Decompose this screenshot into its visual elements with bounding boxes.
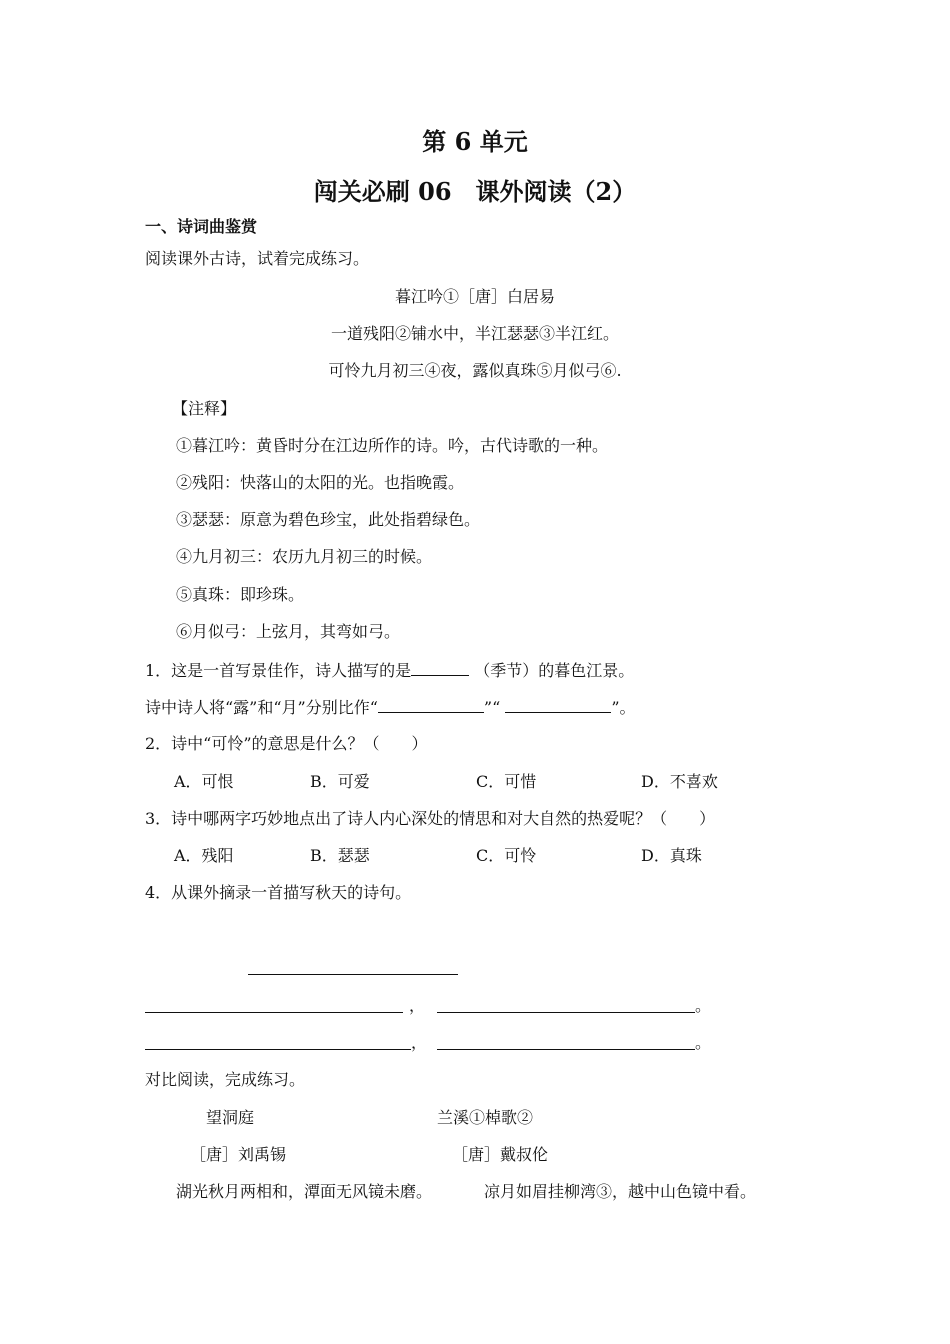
comma: ， xyxy=(411,1033,428,1052)
question-1 xyxy=(145,659,634,682)
answer-line[interactable] xyxy=(145,1012,403,1013)
notes-heading: 【注释】 xyxy=(172,399,237,418)
option-b[interactable]: B．可爱 xyxy=(310,772,370,791)
note-item: ⑤真珠：即珍珠。 xyxy=(176,585,305,604)
unit-title: 第 6 单元 xyxy=(422,127,528,156)
question-1-line2 xyxy=(145,696,636,719)
section-heading: 一、诗词曲鉴赏 xyxy=(145,217,258,236)
question-text: ”。 xyxy=(611,698,636,717)
poem-author-right: ［唐］戴叔伦 xyxy=(452,1145,549,1164)
poem-title-right: 兰溪①棹歌② xyxy=(437,1108,534,1127)
option-a[interactable]: A．可恨 xyxy=(174,772,234,791)
option-d[interactable]: D．真珠 xyxy=(641,846,702,865)
comma: ， xyxy=(409,996,426,1015)
note-item: ①暮江吟：黄昏时分在江边所作的诗。吟，古代诗歌的一种。 xyxy=(176,436,609,455)
option-c[interactable]: C．可惜 xyxy=(476,772,537,791)
option-b[interactable]: B．瑟瑟 xyxy=(310,846,370,865)
note-item: ③瑟瑟：原意为碧色珍宝，此处指碧绿色。 xyxy=(176,510,481,529)
note-item: ②残阳：快落山的太阳的光。也指晚霞。 xyxy=(176,473,465,492)
period: 。 xyxy=(695,1033,712,1052)
option-d[interactable]: D．不喜欢 xyxy=(641,772,718,791)
option-a[interactable]: A．残阳 xyxy=(174,846,234,865)
question-text: ”“ xyxy=(483,698,501,717)
question-3: 3．诗中哪两字巧妙地点出了诗人内心深处的情思和对大自然的热爱呢？（ ） xyxy=(145,809,716,828)
poem-line: 一道残阳②铺水中，半江瑟瑟③半江红。 xyxy=(330,324,619,343)
answer-line[interactable] xyxy=(437,1049,695,1050)
poem-line-right: 凉月如眉挂柳湾③，越中山色镜中看。 xyxy=(484,1182,757,1201)
question-text: 1．这是一首写景佳作，诗人描写的是 xyxy=(145,661,412,680)
poem-author-left: ［唐］刘禹锡 xyxy=(190,1145,287,1164)
question-2: 2．诗中“可怜”的意思是什么？（ ） xyxy=(145,734,428,753)
poem-line: 可怜九月初三④夜，露似真珠⑤月似弓⑥. xyxy=(328,361,622,380)
intro-text-2: 对比阅读，完成练习。 xyxy=(145,1070,306,1089)
note-item: ④九月初三：农历九月初三的时候。 xyxy=(176,547,433,566)
intro-text: 阅读课外古诗，试着完成练习。 xyxy=(145,249,370,268)
question-text: （季节）的暮色江景。 xyxy=(474,661,635,680)
poem-title-left: 望洞庭 xyxy=(206,1108,255,1127)
answer-blank[interactable] xyxy=(505,696,611,713)
answer-line[interactable] xyxy=(437,1012,695,1013)
note-item: ⑥月似弓：上弦月，其弯如弓。 xyxy=(176,622,401,641)
answer-line[interactable] xyxy=(248,974,458,975)
question-text: 诗中诗人将“露”和“月”分别比作“ xyxy=(145,698,378,717)
option-c[interactable]: C．可怜 xyxy=(476,846,537,865)
answer-blank[interactable] xyxy=(411,659,469,676)
question-4: 4．从课外摘录一首描写秋天的诗句。 xyxy=(145,883,412,902)
poem-title: 暮江吟①［唐］白居易 xyxy=(394,287,555,306)
poem-line-left: 湖光秋月两相和，潭面无风镜未磨。 xyxy=(176,1182,433,1201)
lesson-title: 闯关必刷 06 课外阅读（2） xyxy=(313,177,637,206)
answer-blank[interactable] xyxy=(378,696,484,713)
period: 。 xyxy=(695,996,712,1015)
answer-line[interactable] xyxy=(145,1049,411,1050)
